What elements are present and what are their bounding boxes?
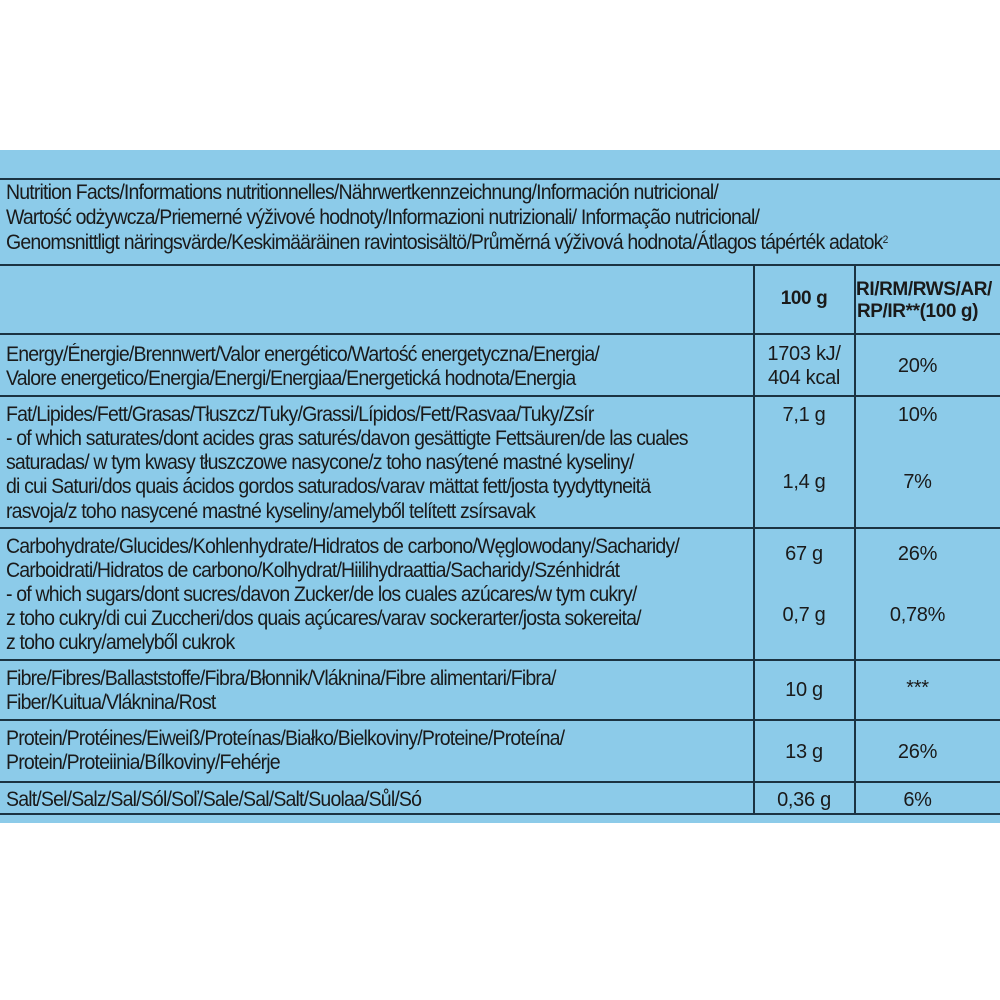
heading-line-2: Wartość odżywcza/Priemerné výživové hodnoty/Informazioni nutrizionali/ Informação nutricional/ bbox=[6, 206, 760, 229]
sugars-label-line-3: z toho cukry/amelyből cukrok bbox=[6, 631, 235, 655]
rule-below-carbohydrate bbox=[0, 659, 1000, 661]
sugars-label-line-1: - of which sugars/dont sucres/davon Zucker/de los cuales azúcares/w tym cukry/ bbox=[6, 583, 637, 606]
heading-footnote-mark: 2 bbox=[882, 234, 889, 246]
fibre-value: 10 g bbox=[785, 679, 823, 701]
column-header-100g: 100 g bbox=[780, 288, 828, 309]
energy-value bbox=[755, 342, 853, 390]
energy-value-kcal: 404 kcal bbox=[767, 367, 841, 389]
protein-value: 13 g bbox=[785, 741, 823, 763]
protein-ri: 26% bbox=[897, 741, 938, 763]
carbohydrate-ri: 26% bbox=[897, 543, 938, 565]
saturates-value: 1,4 g bbox=[782, 471, 826, 493]
fat-label: Fat/Lipides/Fett/Grasas/Tłuszcz/Tuky/Grassi/Lípidos/Fett/Rasvaa/Tuky/Zsír bbox=[6, 403, 594, 426]
carbohydrate-label bbox=[6, 535, 679, 583]
column-header-ri-line-1: RI/RM/RWS/AR/ bbox=[856, 279, 992, 300]
heading-line-3: Genomsnittligt näringsvärde/Keskimääräinen ravintosisältö/Průměrná výživová hodnota/Átlagos tápérték adatok$^2$ bbox=[6, 231, 889, 254]
fibre-label-line-1: Fibre/Fibres/Ballaststoffe/Fibra/Błonnik/Vláknina/Fibre alimentari/Fibra/ bbox=[6, 667, 556, 690]
fat-ri: 10% bbox=[897, 404, 938, 426]
energy-ri: 20% bbox=[897, 355, 938, 377]
salt-ri: 6% bbox=[903, 789, 932, 811]
sugars-value: 0,7 g bbox=[782, 604, 826, 626]
fat-value: 7,1 g bbox=[782, 404, 826, 426]
energy-label-line-1: Energy/Énergie/Brennwert/Valor energético/Wartość energetyczna/Energia/ bbox=[6, 343, 600, 366]
sugars-ri: 0,78% bbox=[889, 604, 946, 626]
carbohydrate-label-line-2: Carboidrati/Hidratos de carbono/Kolhydrat/Hiilihydraattia/Sacharidy/Szénhidrát bbox=[6, 559, 620, 583]
saturates-label-line-2: saturadas/ w tym kwasy tłuszczowe nasycone/z toho nasýtené mastné kyseliny/ bbox=[6, 451, 634, 475]
heading-line-1: Nutrition Facts/Informations nutritionnelles/Nährwertkennzeichnung/Información nutricional/ bbox=[6, 181, 718, 204]
saturates-label bbox=[6, 427, 688, 524]
column-header-ri-line-2: RP/IR**(100 g) bbox=[856, 301, 979, 322]
fibre-label-line-2: Fiber/Kuitua/Vláknina/Rost bbox=[6, 691, 216, 715]
salt-value: 0,36 g bbox=[777, 789, 831, 811]
rule-below-column-header bbox=[0, 333, 1000, 335]
rule-below-salt bbox=[0, 813, 1000, 815]
sugars-label bbox=[6, 583, 641, 656]
table-heading bbox=[6, 180, 927, 255]
energy-value-kj: 1703 kJ/ bbox=[767, 343, 841, 365]
sugars-label-line-2: z toho cukry/di cui Zuccheri/dos quais açúcares/varav sockerarter/josta sokereita/ bbox=[6, 607, 641, 631]
saturates-label-line-4: rasvoja/z toho nasycené mastné kyseliny/amelyből telített zsírsavak bbox=[6, 499, 536, 523]
rule-below-energy bbox=[0, 395, 1000, 397]
salt-label: Salt/Sel/Salz/Sal/Sól/Soľ/Sale/Sal/Salt/Suolaa/Sůl/Só bbox=[6, 788, 422, 811]
energy-label bbox=[6, 343, 599, 391]
rule-below-fibre bbox=[0, 719, 1000, 721]
fibre-label bbox=[6, 667, 556, 715]
column-divider-2 bbox=[854, 265, 856, 815]
protein-label-line-1: Protein/Protéines/Eiweiß/Proteínas/Białko/Bielkoviny/Proteine/Proteína/ bbox=[6, 727, 565, 750]
carbohydrate-label-line-1: Carbohydrate/Glucides/Kohlenhydrate/Hidratos de carbono/Węglowodany/Sacharidy/ bbox=[6, 535, 679, 558]
saturates-ri: 7% bbox=[903, 471, 932, 493]
energy-label-line-2: Valore energetico/Energia/Energi/Energiaa/Energetická hodnota/Energia bbox=[6, 367, 576, 391]
rule-below-fat bbox=[0, 527, 1000, 529]
rule-below-heading bbox=[0, 264, 1000, 266]
column-header-ri bbox=[856, 279, 992, 323]
carbohydrate-value: 67 g bbox=[785, 543, 823, 565]
saturates-label-line-1: - of which saturates/dont acides gras saturés/davon gesättigte Fettsäuren/de las cuales bbox=[6, 427, 688, 450]
saturates-label-line-3: di cui Saturi/dos quais ácidos gordos saturados/varav mättat fett/josta tyydyttyneitä bbox=[6, 475, 651, 499]
fibre-ri: *** bbox=[906, 677, 929, 699]
protein-label-line-2: Protein/Proteiinia/Bílkoviny/Fehérje bbox=[6, 751, 280, 775]
protein-label bbox=[6, 727, 564, 775]
rule-below-protein bbox=[0, 781, 1000, 783]
